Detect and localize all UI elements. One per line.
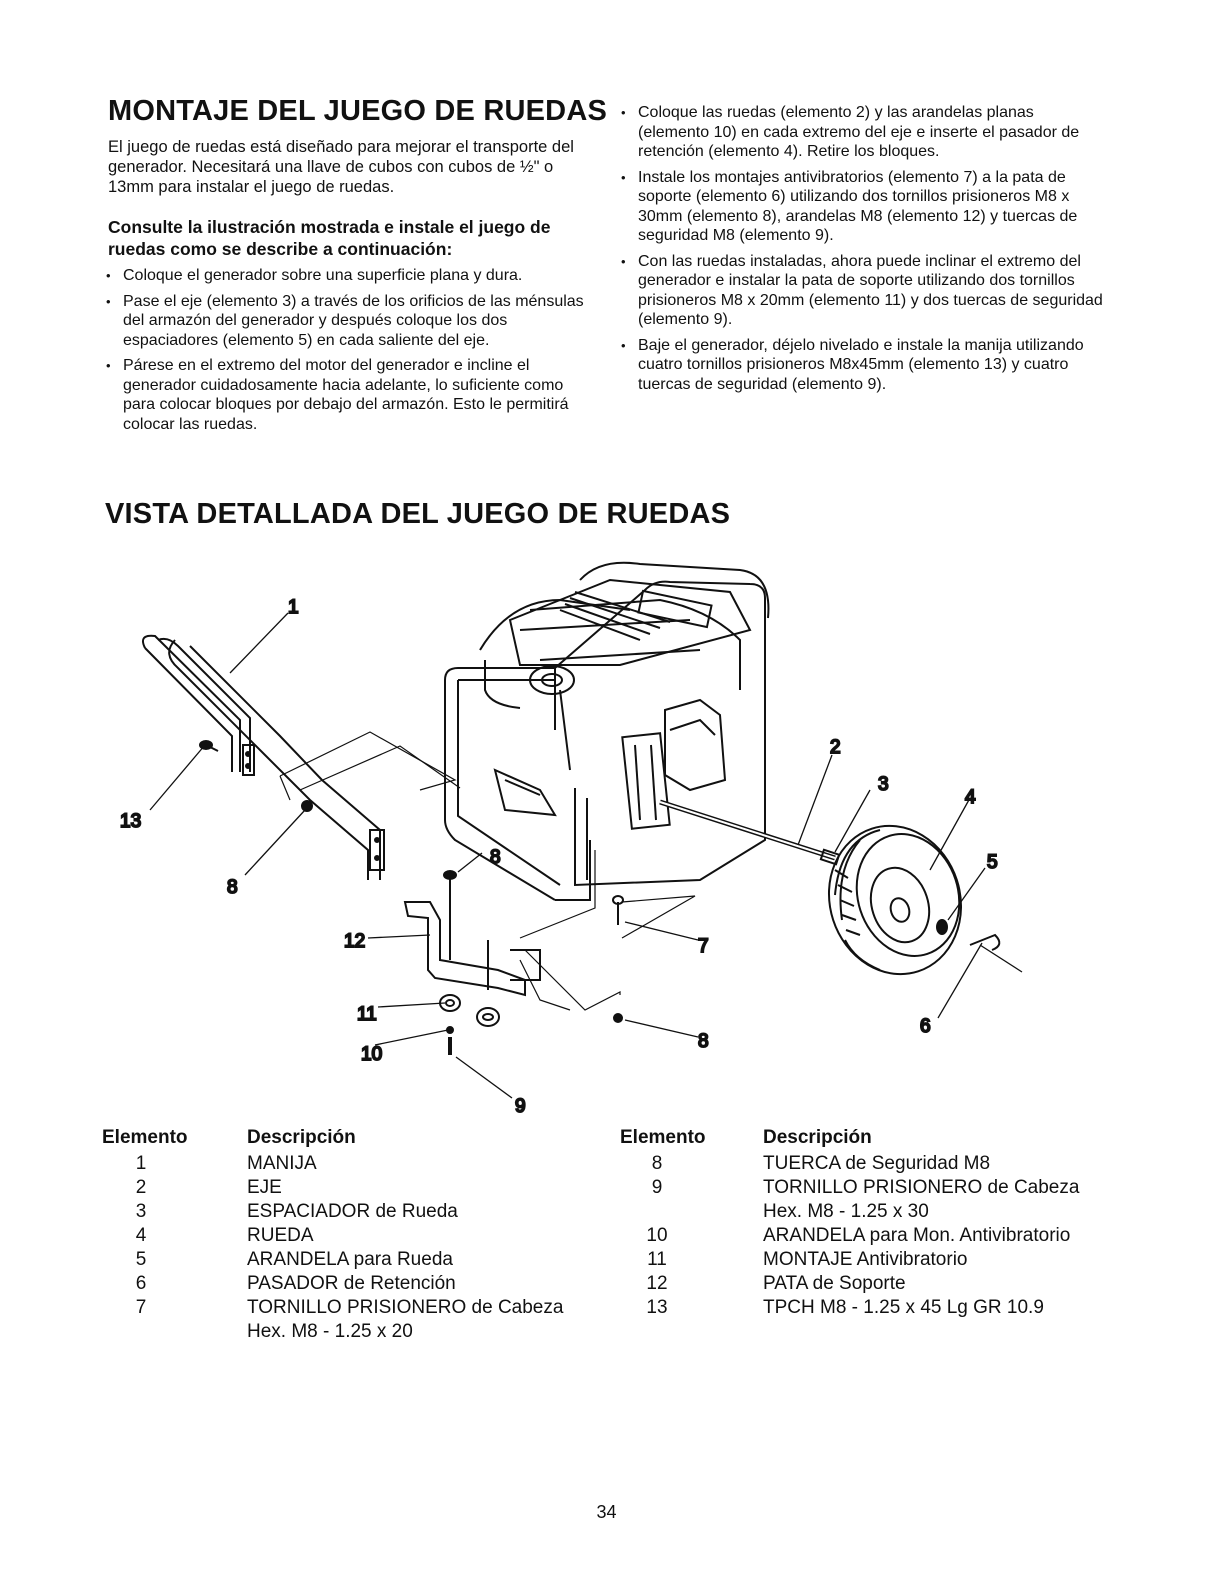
instruction-subheading: Consulte la ilustración mostrada e instale el juego de ruedas como se describe a continuación:: [108, 217, 551, 259]
item-number: 3: [135, 1201, 147, 1222]
handle-part: [143, 636, 384, 880]
callout-label: 10: [361, 1044, 383, 1065]
callout-label: 8: [227, 877, 238, 898]
callout-label: 5: [987, 852, 998, 873]
item-description: Hex. M8 - 1.25 x 30: [763, 1201, 929, 1222]
left-steps-list: [104, 266, 594, 440]
item-description: MONTAJE Antivibratorio: [763, 1249, 968, 1270]
description-header: Descripción: [763, 1127, 872, 1148]
assembly-title: MONTAJE DEL JUEGO DE RUEDAS: [108, 95, 608, 127]
item-number: 12: [646, 1273, 668, 1294]
item-description: ESPACIADOR de Rueda: [247, 1201, 458, 1222]
step-item: • Coloque las ruedas (elemento 2) y las arandelas planas (elemento 10) en cada extremo del eje e inserte el pasador de retención (elemento 4). Retire los bloques.: [619, 103, 1104, 162]
item-number: 5: [135, 1249, 147, 1270]
item-number: 1: [135, 1153, 147, 1174]
item-number: 10: [646, 1225, 668, 1246]
callout-label: 4: [965, 787, 976, 808]
item-number: 7: [135, 1297, 147, 1318]
item-number: 2: [135, 1177, 147, 1198]
step-item: • Baje el generador, déjelo nivelado e instale la manija utilizando cuatro tornillos prisioneros M8x45mm (elemento 13) y cuatro tuercas de seguridad (elemento 9).: [619, 336, 1104, 395]
item-number: 11: [647, 1249, 667, 1270]
step-item: • Con las ruedas instaladas, ahora puede inclinar el extremo del generador e instalar la pata de soporte utilizando dos tornillos prisioneros M8 x 20mm (elemento 11) y dos tuercas de seguridad (elemento 9).: [619, 252, 1104, 330]
generator-body: [445, 563, 839, 900]
item-description: TORNILLO PRISIONERO de Cabeza: [247, 1297, 564, 1318]
nut-icon: [302, 801, 312, 811]
exploded-view-title: VISTA DETALLADA DEL JUEGO DE RUEDAS: [105, 498, 731, 530]
step-item: • Párese en el extremo del motor del generador e incline el generador cuidadosamente hacia adelante, lo suficiente como para colocar bloques por debajo del armazón. Esto le permitirá colocar las ruedas.: [104, 356, 594, 434]
step-item: • Instale los montajes antivibratorios (elemento 7) a la pata de soporte (elemento 6) utilizando dos tornillos prisioneros M8 x 30mm (elemento 8), arandelas M8 (elemento 12) y tuercas de seguridad M8 (elemento 9).: [619, 168, 1104, 246]
item-description: TORNILLO PRISIONERO de Cabeza: [763, 1177, 1080, 1198]
item-description: MANIJA: [247, 1153, 317, 1174]
callout-label: 6: [920, 1016, 931, 1037]
callout-label: 7: [698, 936, 709, 957]
callout-label: 9: [515, 1096, 526, 1117]
item-description: ARANDELA para Mon. Antivibratorio: [763, 1225, 1071, 1246]
item-description: PATA de Soporte: [763, 1273, 906, 1294]
item-number: 9: [651, 1177, 663, 1198]
item-description: RUEDA: [247, 1225, 314, 1246]
callout-label: 8: [490, 847, 501, 868]
item-number: 8: [651, 1153, 663, 1174]
item-description: EJE: [247, 1177, 282, 1198]
washer-icon: [937, 920, 947, 934]
step-item: • Coloque el generador sobre una superficie plana y dura.: [104, 266, 594, 286]
item-header: Elemento: [620, 1127, 706, 1148]
item-number: 4: [135, 1225, 147, 1246]
callout-label: 3: [878, 774, 889, 795]
item-description: TUERCA de Seguridad M8: [763, 1153, 991, 1174]
exploded-view-diagram: [100, 540, 1110, 1120]
item-description: PASADOR de Retención: [247, 1273, 456, 1294]
callout-label: 11: [357, 1004, 377, 1025]
callout-label: 13: [120, 811, 142, 832]
item-description: Hex. M8 - 1.25 x 20: [247, 1321, 413, 1342]
item-number: 6: [135, 1273, 147, 1294]
bolt-13: [200, 741, 218, 751]
callout-label: 2: [830, 737, 841, 758]
item-number: 13: [646, 1297, 668, 1318]
wheel-part: [810, 809, 980, 992]
callout-label: 8: [698, 1031, 709, 1052]
description-header: Descripción: [247, 1127, 356, 1148]
page-number: 34: [596, 1502, 617, 1522]
callout-label: 1: [288, 597, 299, 618]
item-header: Elemento: [102, 1127, 188, 1148]
step-item: • Pase el eje (elemento 3) a través de los orificios de las ménsulas del armazón del generador y después coloque los dos espaciadores (elemento 5) en cada saliente del eje.: [104, 292, 594, 351]
intro-paragraph: El juego de ruedas está diseñado para mejorar el transporte del generador. Necesitará una llave de cubos con cubos de ½" o 13mm para instalar el juego de ruedas.: [108, 138, 574, 196]
callout-label: 12: [344, 931, 366, 952]
right-steps-list: [619, 103, 1104, 400]
item-description: ARANDELA para Rueda: [247, 1249, 453, 1270]
item-description: TPCH M8 - 1.25 x 45 Lg GR 10.9: [763, 1297, 1044, 1318]
